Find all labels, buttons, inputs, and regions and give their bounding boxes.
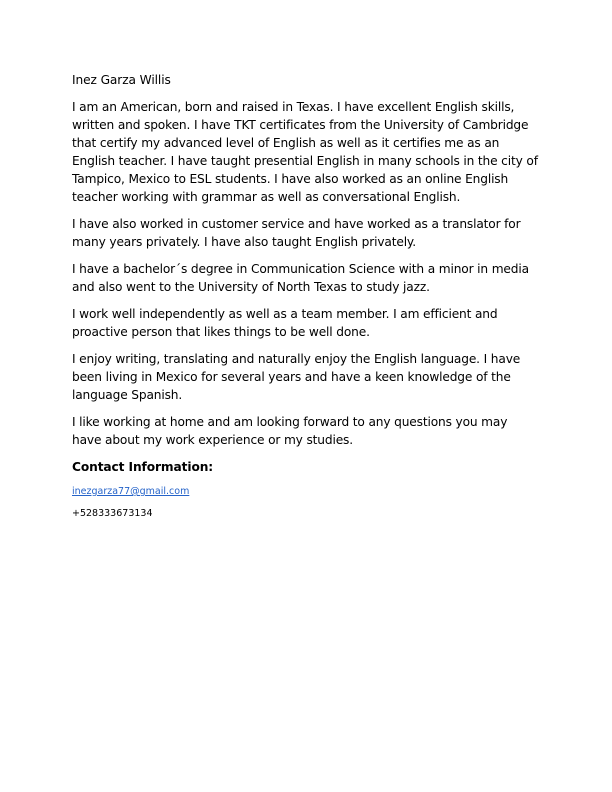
contact-heading: Contact Information: — [72, 460, 214, 474]
phone-number: +528333673134 — [72, 508, 153, 519]
paragraph-closing: I like working at home and am looking forward to any questions you may have about my work experience or my studies. — [72, 415, 508, 447]
paragraph-intro: I am an American, born and raised in Texas. I have excellent English skills, written and spoken. I have TKT certificates from the University of Cambridge that certify my advanced level of English as well as it certifies me as an English teacher. I have taught presential English in many schools in the city of Tampico, Mexico to ESL students. I have also worked as an online English teacher working with grammar as well as conversational English. — [72, 100, 538, 204]
author-name: Inez Garza Willis — [72, 73, 171, 87]
paragraph-customer-service: I have also worked in customer service and have worked as a translator for many years privately. I have also taught English privately. — [72, 217, 521, 249]
paragraph-education: I have a bachelor´s degree in Communication Science with a minor in media and also went to the University of North Texas to study jazz. — [72, 262, 529, 294]
paragraph-work-style: I work well independently as well as a team member. I am efficient and proactive person that likes things to be well done. — [72, 307, 498, 339]
paragraph-language: I enjoy writing, translating and naturally enjoy the English language. I have been living in Mexico for several years and have a keen knowledge of the language Spanish. — [72, 352, 521, 402]
document-body — [72, 71, 540, 521]
email-link[interactable]: inezgarza77@gmail.com — [72, 486, 190, 497]
